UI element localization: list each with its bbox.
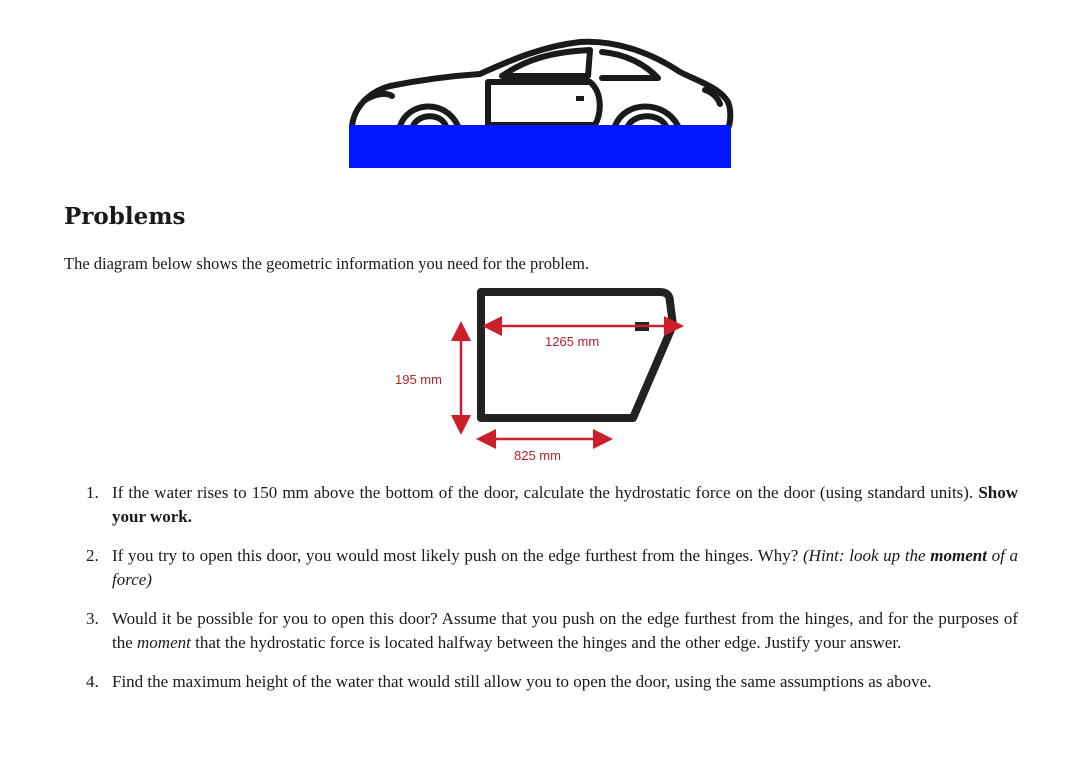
car-front-wheel [413, 116, 446, 126]
height-dimension-label: 195 mm [395, 372, 442, 387]
car-rear-wheel [628, 116, 666, 126]
width-dimension-label: 1265 mm [545, 334, 600, 349]
problem-item-4 [86, 670, 1018, 694]
car-in-water-illustration [340, 30, 740, 175]
intro-text: The diagram below shows the geometric information you need for the problem. [64, 254, 590, 273]
problem-hint: (Hint: look up the [803, 546, 926, 565]
problem-emphasis: moment [137, 633, 191, 652]
car-headlight [365, 94, 392, 100]
problem-hint-emphasis: moment [930, 546, 987, 565]
door-outline [481, 292, 673, 418]
problem-text: If you try to open this door, you would most likely push on the edge furthest from the hinges. Why? [112, 546, 799, 565]
problem-item-1 [86, 481, 1018, 529]
door-dimension-diagram [385, 280, 705, 470]
problem-text: Would it be possible for you to open this door? Assume that you push on the edge furthest from the hinges, and for the purposes of the [112, 609, 1018, 652]
problem-item-2 [86, 544, 1018, 592]
problem-text: If the water rises to 150 mm above the bottom of the door, calculate the hydrostatic force on the door (using standard units). [112, 483, 974, 502]
car-door-handle [576, 96, 584, 101]
problem-number: 1. [86, 483, 99, 502]
problem-emphasis: Show your work. [112, 483, 1018, 526]
water-level [349, 125, 731, 168]
car-door-outline [488, 82, 600, 125]
bottom-dimension-label: 825 mm [514, 448, 561, 463]
problem-text: Find the maximum height of the water that would still allow you to open the door, using the same assumptions as above. [112, 672, 932, 691]
problem-item-3 [86, 607, 1018, 655]
problem-text: that the hydrostatic force is located halfway between the hinges and the other edge. Justify your answer. [195, 633, 902, 652]
problem-number: 4. [86, 672, 99, 691]
problem-number: 3. [86, 609, 99, 628]
car-window [502, 50, 590, 76]
problem-number: 2. [86, 546, 99, 565]
section-title: Problems [64, 203, 186, 230]
problem-hint: of a force) [112, 546, 1019, 589]
problem-list [86, 481, 1018, 694]
